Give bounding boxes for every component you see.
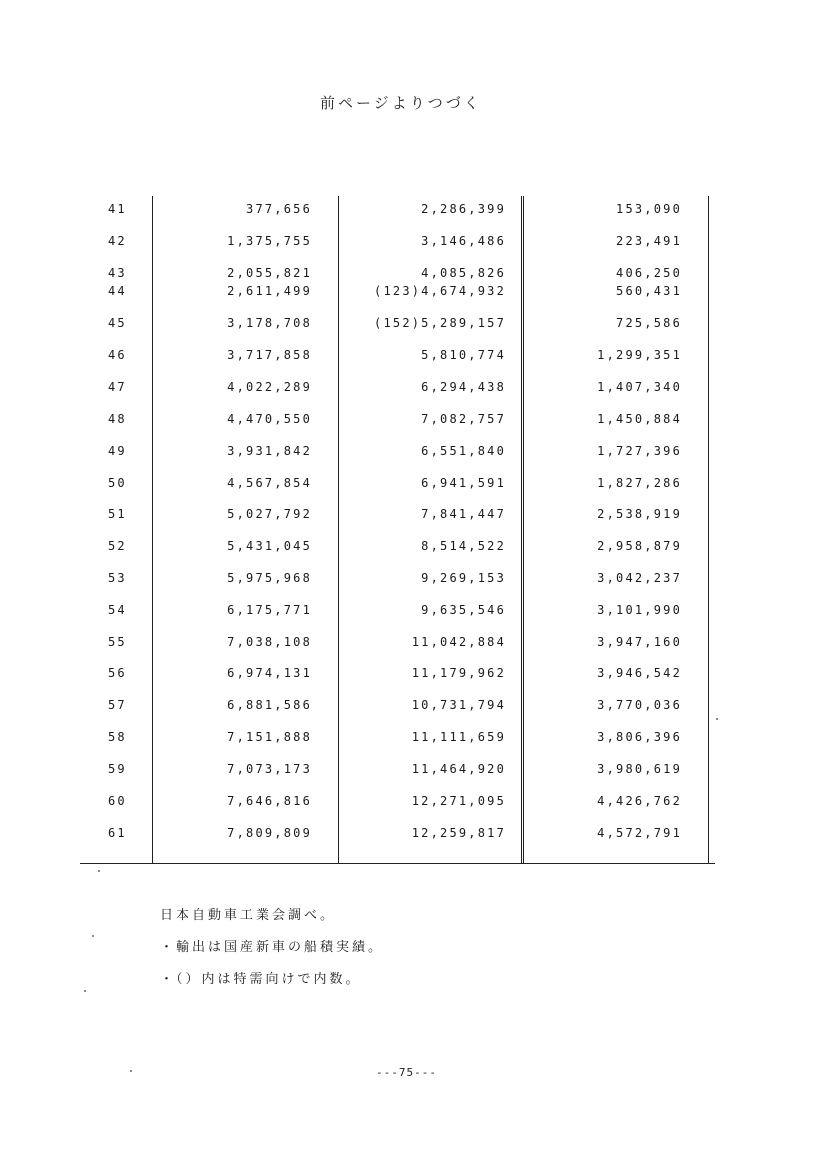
value-cell-col2: 10,731,794 bbox=[411, 698, 506, 712]
value-cell-col2: 4,085,826 bbox=[421, 266, 506, 280]
value-cell-col3: 3,980,619 bbox=[597, 762, 682, 776]
scan-speck bbox=[130, 1070, 132, 1072]
table-row bbox=[80, 760, 710, 778]
value-cell-col1: 1,375,755 bbox=[227, 234, 312, 248]
year-cell: 45 bbox=[108, 316, 127, 330]
value-cell-col2: 8,514,522 bbox=[421, 539, 506, 553]
value-cell-col3: 3,946,542 bbox=[597, 666, 682, 680]
year-cell: 47 bbox=[108, 380, 127, 394]
table-bottom-rule bbox=[80, 863, 715, 864]
value-cell-col3: 4,572,791 bbox=[597, 826, 682, 840]
scan-speck bbox=[84, 990, 86, 992]
value-cell-col2: (152)5,289,157 bbox=[374, 316, 506, 330]
value-cell-col2: 11,464,920 bbox=[411, 762, 506, 776]
table-row bbox=[80, 200, 710, 218]
table-row bbox=[80, 569, 710, 587]
continued-header: 前ページよりつづく bbox=[320, 94, 482, 112]
value-cell-col3: 406,250 bbox=[616, 266, 682, 280]
value-cell-col1: 4,470,550 bbox=[227, 412, 312, 426]
value-cell-col2: 11,111,659 bbox=[411, 730, 506, 744]
value-cell-col2: 5,810,774 bbox=[421, 348, 506, 362]
table-row bbox=[80, 282, 710, 300]
year-cell: 58 bbox=[108, 730, 127, 744]
year-cell: 48 bbox=[108, 412, 127, 426]
year-cell: 49 bbox=[108, 444, 127, 458]
value-cell-col1: 6,974,131 bbox=[227, 666, 312, 680]
value-cell-col1: 5,975,968 bbox=[227, 571, 312, 585]
notes bbox=[160, 905, 384, 1001]
scan-speck bbox=[716, 718, 718, 720]
value-cell-col2: 12,271,095 bbox=[411, 794, 506, 808]
value-cell-col3: 223,491 bbox=[616, 234, 682, 248]
table-row bbox=[80, 314, 710, 332]
value-cell-col1: 5,027,792 bbox=[227, 507, 312, 521]
year-cell: 42 bbox=[108, 234, 127, 248]
value-cell-col1: 6,175,771 bbox=[227, 603, 312, 617]
year-cell: 54 bbox=[108, 603, 127, 617]
value-cell-col3: 2,538,919 bbox=[597, 507, 682, 521]
scan-speck bbox=[92, 935, 94, 937]
year-cell: 59 bbox=[108, 762, 127, 776]
value-cell-col2: 3,146,486 bbox=[421, 234, 506, 248]
value-cell-col3: 2,958,879 bbox=[597, 539, 682, 553]
value-cell-col3: 1,827,286 bbox=[597, 476, 682, 490]
value-cell-col3: 3,770,036 bbox=[597, 698, 682, 712]
value-cell-col2: 12,259,817 bbox=[411, 826, 506, 840]
value-cell-col3: 3,947,160 bbox=[597, 635, 682, 649]
year-cell: 51 bbox=[108, 507, 127, 521]
table-row bbox=[80, 232, 710, 250]
value-cell-col3: 4,426,762 bbox=[597, 794, 682, 808]
table-row bbox=[80, 442, 710, 460]
value-cell-col2: 7,841,447 bbox=[421, 507, 506, 521]
year-cell: 44 bbox=[108, 284, 127, 298]
value-cell-col2: 6,294,438 bbox=[421, 380, 506, 394]
data-table bbox=[80, 196, 710, 863]
value-cell-col3: 3,101,990 bbox=[597, 603, 682, 617]
value-cell-col2: 11,042,884 bbox=[411, 635, 506, 649]
table-row bbox=[80, 696, 710, 714]
value-cell-col1: 377,656 bbox=[246, 202, 312, 216]
table-row bbox=[80, 537, 710, 555]
value-cell-col3: 1,450,884 bbox=[597, 412, 682, 426]
value-cell-col1: 7,151,888 bbox=[227, 730, 312, 744]
table-row bbox=[80, 824, 710, 842]
year-cell: 57 bbox=[108, 698, 127, 712]
value-cell-col1: 7,646,816 bbox=[227, 794, 312, 808]
scan-speck bbox=[98, 870, 100, 872]
value-cell-col1: 7,809,809 bbox=[227, 826, 312, 840]
table-row bbox=[80, 728, 710, 746]
value-cell-col2: 7,082,757 bbox=[421, 412, 506, 426]
table-row bbox=[80, 792, 710, 810]
value-cell-col3: 1,727,396 bbox=[597, 444, 682, 458]
value-cell-col1: 6,881,586 bbox=[227, 698, 312, 712]
table-row bbox=[80, 633, 710, 651]
year-cell: 55 bbox=[108, 635, 127, 649]
table-row bbox=[80, 378, 710, 396]
value-cell-col2: 6,551,840 bbox=[421, 444, 506, 458]
value-cell-col2: 6,941,591 bbox=[421, 476, 506, 490]
table-row bbox=[80, 346, 710, 364]
value-cell-col2: 2,286,399 bbox=[421, 202, 506, 216]
table-row bbox=[80, 505, 710, 523]
year-cell: 52 bbox=[108, 539, 127, 553]
note-source: 日本自動車工業会調べ。 bbox=[160, 908, 337, 923]
value-cell-col1: 4,567,854 bbox=[227, 476, 312, 490]
value-cell-col3: 725,586 bbox=[616, 316, 682, 330]
year-cell: 56 bbox=[108, 666, 127, 680]
year-cell: 41 bbox=[108, 202, 127, 216]
value-cell-col1: 7,038,108 bbox=[227, 635, 312, 649]
value-cell-col1: 3,717,858 bbox=[227, 348, 312, 362]
value-cell-col2: 9,269,153 bbox=[421, 571, 506, 585]
value-cell-col2: (123)4,674,932 bbox=[374, 284, 506, 298]
table-row bbox=[80, 264, 710, 282]
value-cell-col2: 9,635,546 bbox=[421, 603, 506, 617]
year-cell: 60 bbox=[108, 794, 127, 808]
year-cell: 43 bbox=[108, 266, 127, 280]
value-cell-col1: 2,055,821 bbox=[227, 266, 312, 280]
value-cell-col3: 560,431 bbox=[616, 284, 682, 298]
value-cell-col3: 1,407,340 bbox=[597, 380, 682, 394]
table-row bbox=[80, 474, 710, 492]
value-cell-col3: 1,299,351 bbox=[597, 348, 682, 362]
year-cell: 53 bbox=[108, 571, 127, 585]
year-cell: 50 bbox=[108, 476, 127, 490]
value-cell-col2: 11,179,962 bbox=[411, 666, 506, 680]
note-export: ・輸出は国産新車の船積実績。 bbox=[160, 940, 385, 955]
value-cell-col3: 153,090 bbox=[616, 202, 682, 216]
table-row bbox=[80, 601, 710, 619]
value-cell-col1: 2,611,499 bbox=[227, 284, 312, 298]
value-cell-col3: 3,806,396 bbox=[597, 730, 682, 744]
value-cell-col1: 3,178,708 bbox=[227, 316, 312, 330]
value-cell-col1: 7,073,173 bbox=[227, 762, 312, 776]
page-number: ---75--- bbox=[376, 1066, 437, 1079]
value-cell-col1: 5,431,045 bbox=[227, 539, 312, 553]
year-cell: 46 bbox=[108, 348, 127, 362]
value-cell-col3: 3,042,237 bbox=[597, 571, 682, 585]
table-row bbox=[80, 664, 710, 682]
table-row bbox=[80, 410, 710, 428]
value-cell-col1: 3,931,842 bbox=[227, 444, 312, 458]
note-special-demand: ・（）内は特需向けで内数。 bbox=[160, 972, 362, 987]
value-cell-col1: 4,022,289 bbox=[227, 380, 312, 394]
year-cell: 61 bbox=[108, 826, 127, 840]
